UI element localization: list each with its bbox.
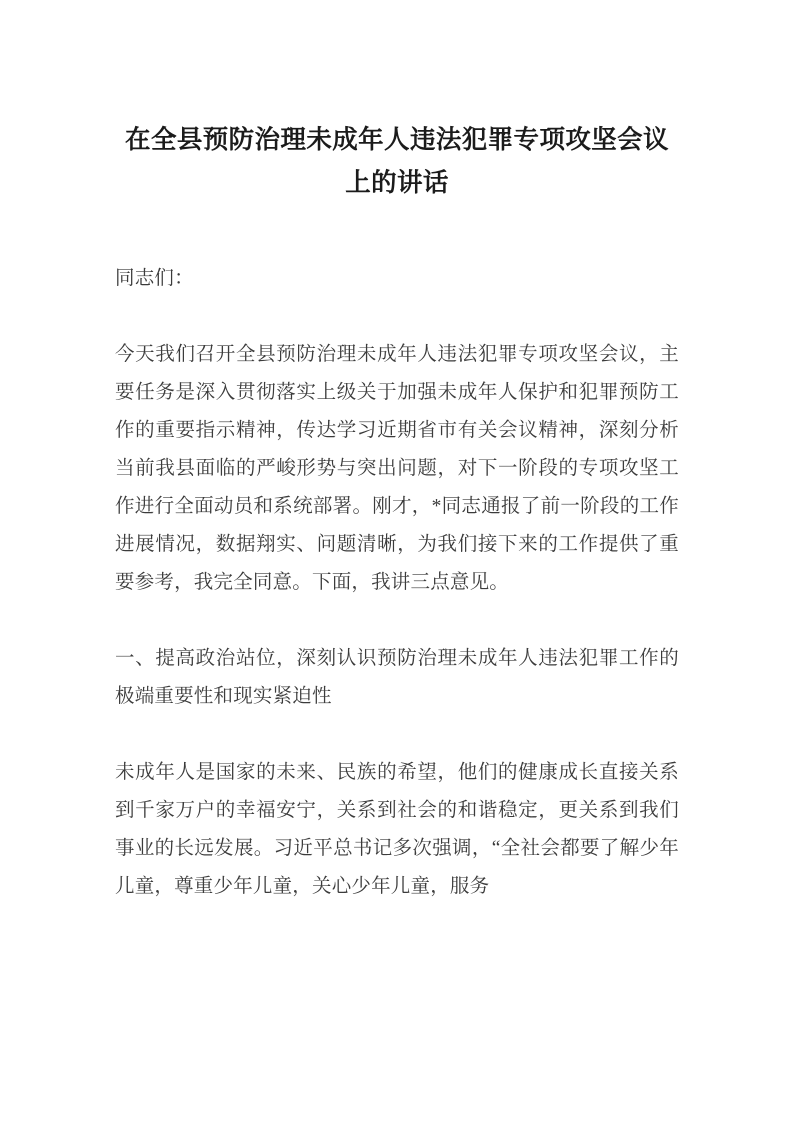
paragraph-section-1-body: 未成年人是国家的未来、民族的希望，他们的健康成长直接关系到千家万户的幸福安宁，关系到社会的和谐稳定，更关系到我们事业的长远发展。习近平总书记多次强调，“全社会都要了解少年儿童，尊重少年儿童，关心少年儿童，服务 <box>115 762 679 897</box>
document-title-line-1: 在全县预防治理未成年人违法犯罪专项攻坚会议上 <box>125 125 669 197</box>
document-content-column <box>115 0 679 906</box>
document-title-line-2: 的讲话 <box>371 168 449 197</box>
document-title <box>115 0 679 204</box>
paragraph-section-1-heading: 一、提高政治站位，深刻认识预防治理未成年人违法犯罪工作的极端重要性和现实紧迫性 <box>115 648 679 707</box>
paragraph-opening: 今天我们召开全县预防治理未成年人违法犯罪专项攻坚会议，主要任务是深入贯彻落实上级关于加强未成年人保护和犯罪预防工作的重要指示精神，传达学习近期省市有关会议精神，深刻分析当前我县面临的严峻形势与突出问题，对下一阶段的专项攻坚工作进行全面动员和系统部署。刚才，*同志通报了前一阶段的工作进展情况，数据翔实、问题清晰，为我们接下来的工作提供了重要参考，我完全同意。下面，我讲三点意见。 <box>115 344 679 593</box>
document-body <box>115 260 679 906</box>
paragraph-salutation: 同志们： <box>115 268 194 289</box>
